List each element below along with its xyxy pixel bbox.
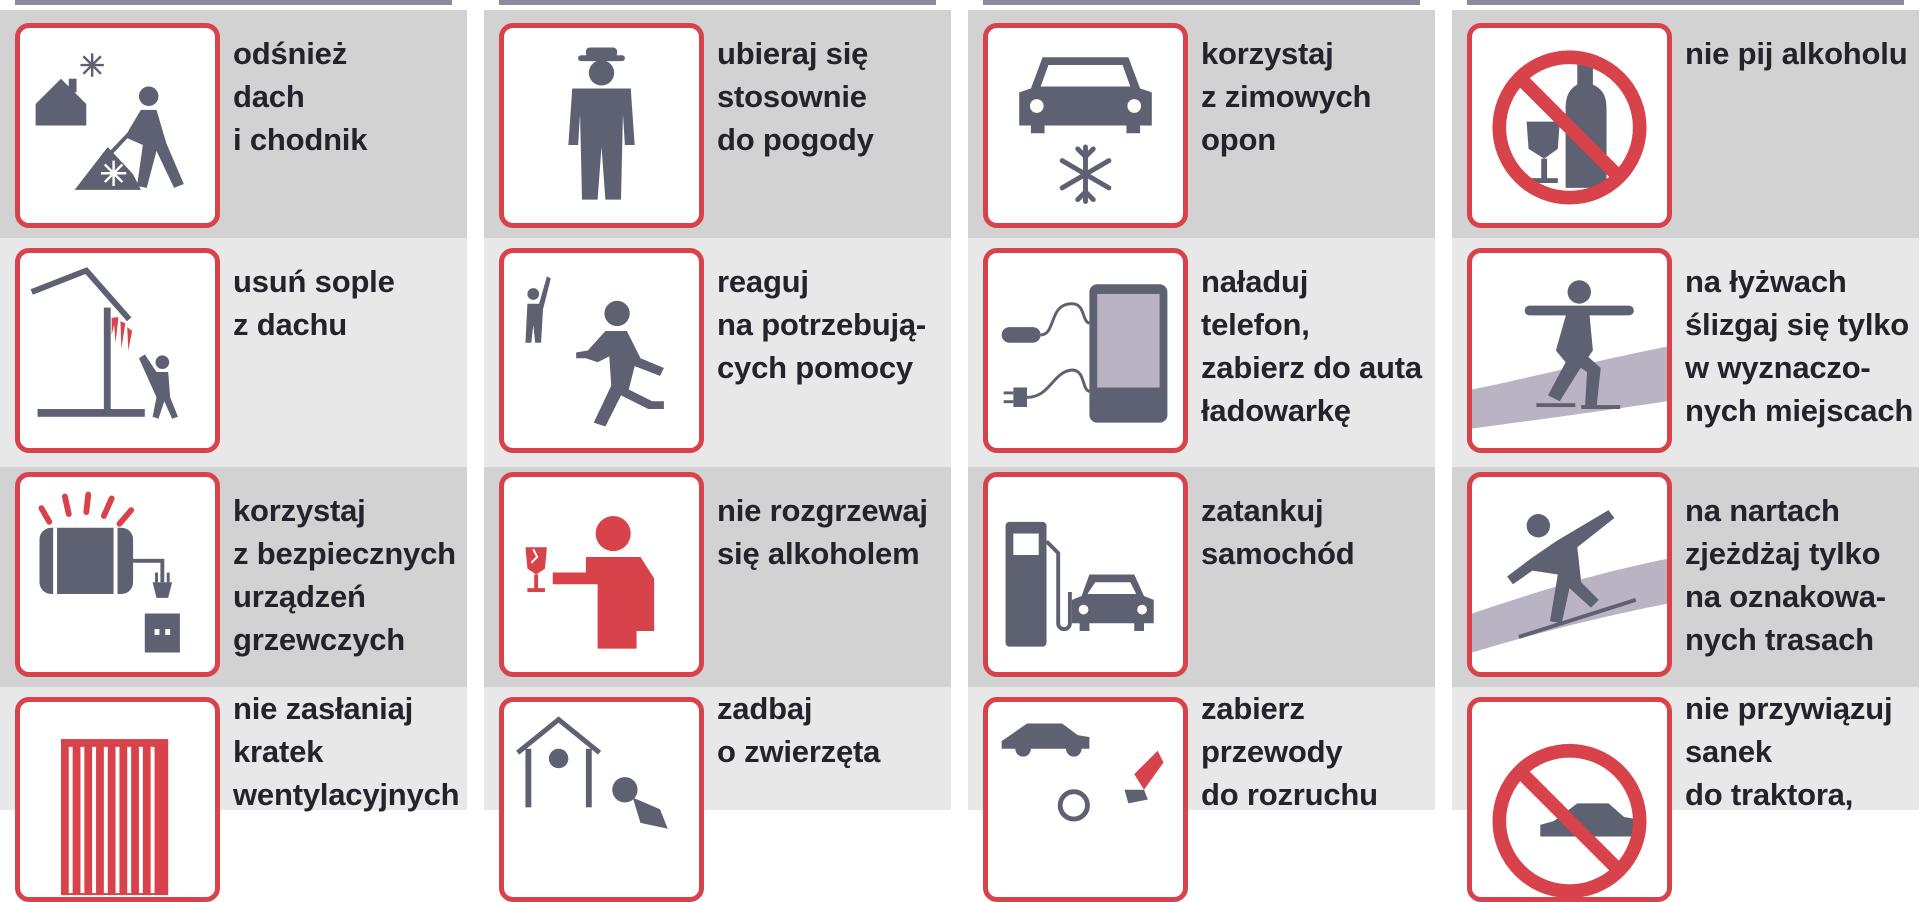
fuel-pump-car-icon: [983, 472, 1188, 677]
tip-row: [484, 467, 951, 687]
tip-text: na nartach zjeżdżaj tylko na oznakowa- nych trasach: [1685, 493, 1886, 657]
tip-row: [968, 238, 1435, 467]
car-snowflake-icon: [983, 23, 1188, 228]
person-drinking-icon: [499, 472, 704, 677]
tip-row: [484, 10, 951, 238]
tip-text: nie pij alkoholu: [1685, 36, 1908, 71]
tip-text: reaguj na potrzebują- cych pomocy: [717, 264, 927, 385]
tip-row: [1452, 10, 1919, 238]
tip-text: zadbaj o zwierzęta: [717, 691, 881, 769]
tip-text: naładuj telefon, zabierz do auta ładowarkę: [1201, 264, 1422, 428]
tip-row: [968, 687, 1435, 810]
shovel-snow-icon: [15, 23, 220, 228]
tip-row: [1452, 687, 1919, 810]
person-running-help-icon: [499, 248, 704, 453]
tip-row: [1452, 238, 1919, 467]
column-header-bar: [15, 0, 452, 5]
heater-plug-icon: [15, 472, 220, 677]
phone-charger-icon: [983, 248, 1188, 453]
tip-text: ubieraj się stosownie do pogody: [717, 36, 874, 157]
tip-text: usuń sople z dachu: [233, 264, 395, 342]
icicles-roof-icon: [15, 248, 220, 453]
tip-text: zatankuj samochód: [1201, 493, 1355, 571]
tip-row: [1452, 467, 1919, 687]
tip-row: [484, 687, 951, 810]
ventilation-grille-icon: [15, 697, 220, 902]
skier-icon: [1467, 472, 1672, 677]
dressed-person-icon: [499, 23, 704, 228]
tip-row: [0, 687, 467, 810]
tip-row: [0, 238, 467, 467]
column-header-bar: [1467, 0, 1904, 5]
tip-row: [0, 10, 467, 238]
doghouse-icon: [499, 697, 704, 902]
tip-row: [0, 467, 467, 687]
jumper-cables-icon: [983, 697, 1188, 902]
tip-text: zabierz przewody do rozruchu: [1201, 691, 1378, 812]
tip-text: nie przywiązuj sanek do traktora,: [1685, 691, 1893, 812]
tips-column-2: [484, 0, 951, 810]
tips-column-4: [1452, 0, 1919, 810]
tip-text: odśnież dach i chodnik: [233, 36, 368, 157]
tip-text: na łyżwach ślizgaj się tylko w wyznaczo- nych miejscach: [1685, 264, 1914, 428]
no-alcohol-icon: [1467, 23, 1672, 228]
tip-row: [484, 238, 951, 467]
tips-column-1: [0, 0, 467, 810]
tip-text: nie zasłaniaj kratek wentylacyjnych: [233, 691, 460, 812]
tip-text: nie rozgrzewaj się alkoholem: [717, 493, 928, 571]
column-header-bar: [499, 0, 936, 5]
tip-row: [968, 467, 1435, 687]
no-sled-towing-icon: [1467, 697, 1672, 902]
tip-text: korzystaj z bezpiecznych urządzeń grzewczych: [233, 493, 456, 657]
column-header-bar: [983, 0, 1420, 5]
ice-skater-icon: [1467, 248, 1672, 453]
tip-text: korzystaj z zimowych opon: [1201, 36, 1372, 157]
tip-row: [968, 10, 1435, 238]
tips-column-3: [968, 0, 1435, 810]
